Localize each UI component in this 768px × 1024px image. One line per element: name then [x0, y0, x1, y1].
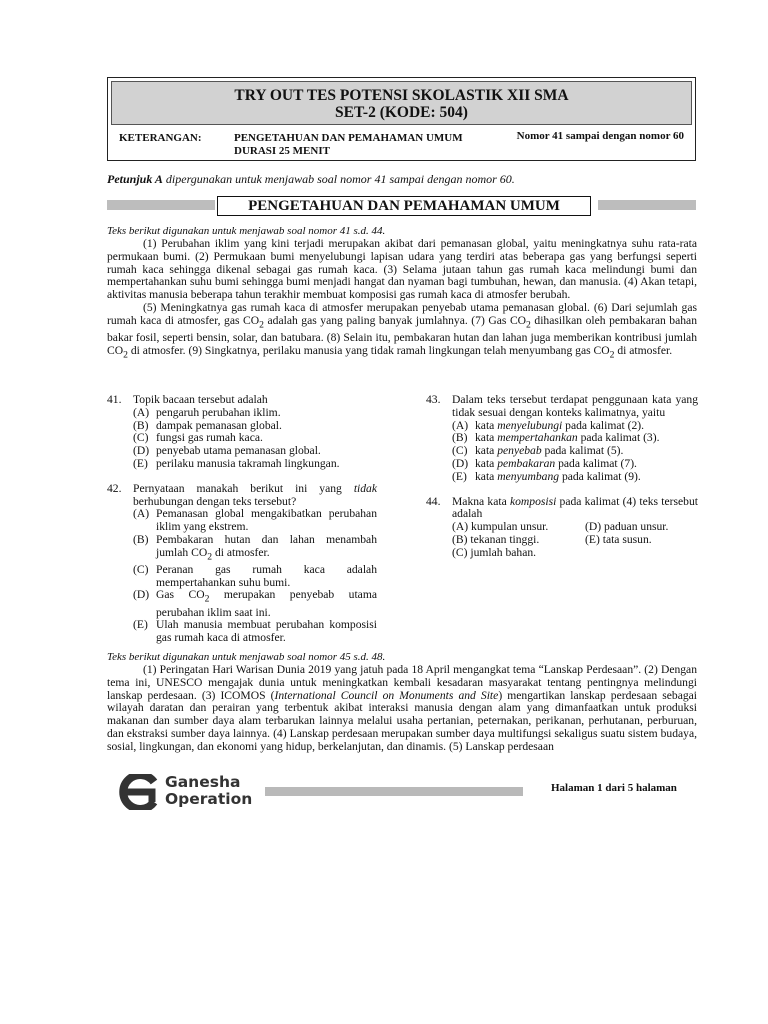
- option-text: Ulah manusia membuat perubahan komposisi gas rumah kaca di atmosfer.: [156, 618, 377, 645]
- p2-part: di atmosfer. (9) Singkatnya, perilaku manusia yang tidak ramah lingkungan telah menyumbang gas CO: [127, 343, 610, 357]
- option-text-part: kata: [475, 456, 498, 470]
- option-label: (D): [133, 444, 150, 458]
- ganesha-logo-icon: [108, 774, 158, 810]
- option-e[interactable]: [133, 458, 377, 471]
- option-word: menyelubungi: [497, 418, 563, 432]
- subscript: 2: [526, 319, 531, 331]
- option-text: [156, 589, 377, 619]
- subject-name: PENGETAHUAN DAN PEMAHAMAN UMUM: [234, 132, 463, 144]
- passage2: [107, 664, 697, 754]
- option-label: (E): [133, 618, 148, 632]
- subject-info: [234, 132, 463, 158]
- section-bar-right: [598, 200, 696, 210]
- option-e[interactable]: [133, 619, 377, 645]
- stem-part: berhubungan dengan teks tersebut?: [133, 494, 297, 508]
- option-text-part: Gas CO: [156, 588, 205, 602]
- option-text: paduan unsur.: [604, 520, 669, 534]
- option-text-part: kata: [475, 444, 498, 458]
- option-label: (E): [585, 533, 600, 547]
- option-text-part: pada kalimat (7).: [555, 456, 637, 470]
- option-e[interactable]: [452, 471, 698, 484]
- passage1: [107, 238, 697, 362]
- option-text: [475, 471, 698, 484]
- question-stem: Topik bacaan tersebut adalah: [133, 393, 268, 406]
- option-text: dampak pemanasan global.: [156, 418, 282, 432]
- duration: DURASI 25 MENIT: [234, 145, 330, 157]
- option-label: (A): [133, 507, 150, 521]
- question-stem: [133, 483, 377, 509]
- option-label: (D): [452, 456, 469, 470]
- option-b[interactable]: [133, 534, 377, 564]
- instruction-text: dipergunakan untuk menjawab soal nomor 41 sampai dengan nomor 60.: [162, 172, 515, 186]
- option-text-part: di atmosfer.: [212, 545, 270, 559]
- option-text: penyebab utama pemanasan global.: [156, 444, 321, 458]
- option-text-part: kata: [475, 469, 498, 483]
- option-text: perilaku manusia takramah lingkungan.: [156, 456, 340, 470]
- option-label: (C): [452, 444, 468, 458]
- option-word: mempertahankan: [497, 431, 578, 445]
- option-text-part: kata: [475, 418, 498, 432]
- subscript: 2: [204, 593, 210, 605]
- option-text-part: pada kalimat (5).: [541, 444, 624, 458]
- option-d[interactable]: [133, 589, 377, 619]
- option-word: penyebab: [497, 444, 542, 458]
- option-text: tata susun.: [602, 533, 652, 547]
- option-text: pengaruh perubahan iklim.: [156, 405, 281, 419]
- question-42: [107, 483, 377, 645]
- option-word: menyumbang: [497, 469, 560, 483]
- option-label: (B): [452, 533, 468, 547]
- question-43: [426, 394, 698, 484]
- option-label: (E): [133, 456, 148, 470]
- option-label: (D): [133, 588, 150, 602]
- option-label: (E): [452, 469, 467, 483]
- option-a[interactable]: [133, 508, 377, 534]
- question-number: 42.: [107, 481, 122, 495]
- option-text-part: Pembakaran hutan dan lahan menambah jumlah CO: [156, 532, 377, 559]
- option-label: (B): [452, 431, 468, 445]
- passage1-intro: Teks berikut digunakan untuk menjawab soal nomor 41 s.d. 44.: [107, 225, 386, 237]
- passage1-paragraph1: (1) Perubahan iklim yang kini terjadi merupakan akibat dari pemanasan global, yaitu meningkatnya suhu rata-rata permukaan bumi. (2) Permukaan bumi menyelubungi lapisan udara yang terdiri atas beberapa gas yang berfungsi seperti rumah kaca sehingga dikenal sebagai gas rumah kaca. (3) Selama jutaan tahun gas rumah kaca melindungi bumi dan mempertahankan suhu bumi sehingga bumi menjadi hangat dan nyaman bagi tumbuhan, hewan, dan manusia. (4) Akan tetapi, aktivitas manusia beberapa tahun terakhir membuat komposisi gas rumah kaca di atmosfer berubah.: [107, 237, 697, 302]
- stem-part: pada kalimat (4) teks tersebut adalah: [452, 494, 698, 521]
- option-label: (C): [133, 431, 149, 445]
- questions-right-column: [426, 394, 698, 568]
- passage2-paragraph1: [107, 664, 697, 754]
- subscript: 2: [123, 349, 128, 360]
- stem-emphasis: komposisi: [509, 494, 557, 508]
- p-part: ) mengartikan lanskap perdesaan sebagai wilayah daratan dan perairan yang terbentuk akibat interaksi manusia dengan alam yang dimanfaatkan untuk produksi makanan dan sumber daya alam terbarukan lainnya melalui usaha pertanian, peternakan, perikanan, perhutanan, perburuan, dan ekstraksi sumber daya lainnya. (4) Lanskap perdesaan merupakan sumber daya multifungsi sekaligus suatu sistem budaya, sosial, lingkungan, dan ekonomi yang hidup, berkelanjutan, dan dinamis. (5) Lanskap perdesaan: [107, 688, 697, 753]
- passage1-paragraph2: [107, 302, 697, 362]
- page-number: Halaman 1 dari 5 halaman: [551, 782, 677, 794]
- option-text-part: pada kalimat (2).: [562, 418, 645, 432]
- question-range: Nomor 41 sampai dengan nomor 60: [516, 130, 684, 142]
- subscript: 2: [259, 319, 264, 331]
- exam-set-code: SET-2 (KODE: 504): [335, 104, 468, 121]
- option-text: jumlah bahan.: [470, 546, 537, 560]
- section-bar-left: [107, 200, 215, 210]
- question-44: [426, 496, 698, 561]
- brand-name: [165, 774, 252, 808]
- p2-part: di atmosfer.: [614, 343, 673, 357]
- question-number: 41.: [107, 393, 122, 406]
- brand-line1: Ganesha: [165, 773, 241, 791]
- header-title-block: [111, 81, 692, 125]
- exam-title: TRY OUT TES POTENSI SKOLASTIK XII SMA: [234, 87, 569, 104]
- option-text-part: pada kalimat (3).: [577, 431, 660, 445]
- option-c[interactable]: [452, 547, 536, 560]
- option-label: (B): [133, 532, 149, 546]
- instruction-label: Petunjuk A: [107, 172, 163, 186]
- option-c[interactable]: [133, 564, 377, 590]
- question-number: 44.: [426, 494, 441, 508]
- option-text: kumpulan unsur.: [471, 520, 549, 534]
- option-label: (A): [133, 405, 150, 419]
- brand-line2: Operation: [165, 790, 253, 808]
- option-text-part: pada kalimat (9).: [559, 469, 641, 483]
- option-label: (A): [452, 520, 469, 534]
- question-41: [107, 394, 377, 471]
- option-e[interactable]: [585, 534, 652, 547]
- p-part: (1) Peringatan Hari Warisan Dunia 2019 yang jatuh pada 18 April mengangkat tema “Lanskap Perdesaan”. (2) Dengan tema ini, UNESCO mengajak dunia untuk meningkatkan kembali kesadaran masyarakat tentang pentingnya melindungi lanskap perdesaan. (3) ICOMOS (: [107, 663, 697, 702]
- option-text: Peranan gas rumah kaca adalah mempertahankan suhu bumi.: [156, 562, 377, 589]
- keterangan-label: KETERANGAN:: [119, 132, 202, 144]
- questions-left-column: [107, 394, 377, 653]
- option-word: pembakaran: [497, 456, 556, 470]
- passage2-intro: Teks berikut digunakan untuk menjawab soal nomor 45 s.d. 48.: [107, 651, 386, 663]
- header-info: [111, 128, 692, 157]
- question-number: 43.: [426, 393, 441, 406]
- stem-part: Makna kata: [452, 494, 510, 508]
- option-a[interactable]: [133, 407, 377, 420]
- p2-part: adalah gas yang paling banyak jumlahnya. (7) Gas CO: [263, 313, 527, 327]
- option-label: (A): [452, 418, 469, 432]
- option-label: (C): [133, 562, 149, 576]
- stem-part: Pernyataan manakah berikut ini yang: [133, 481, 354, 495]
- p2-part: dihasilkan oleh pembakaran bahan bakar fosil, seperti bensin, solar, dan batubara. (8) Selain itu, pembakaran hutan dan lahan juga memberikan kontribusi jumlah CO: [107, 313, 697, 357]
- option-text: fungsi gas rumah kaca.: [156, 431, 263, 445]
- p-emphasis: International Council on Monuments and Site: [274, 688, 499, 702]
- option-row: [452, 547, 698, 560]
- option-a[interactable]: [452, 521, 548, 534]
- stem-emphasis: tidak: [353, 481, 377, 495]
- option-label: (D): [585, 520, 602, 534]
- option-text-part: merupakan penyebab utama perubahan iklim saat ini.: [156, 588, 377, 619]
- option-b[interactable]: [452, 534, 539, 547]
- instruction: [107, 172, 515, 187]
- question-stem: [452, 496, 698, 522]
- option-label: (C): [452, 546, 468, 560]
- option-text: tekanan tinggi.: [470, 533, 540, 547]
- option-text: [156, 534, 377, 564]
- subscript: 2: [609, 349, 615, 360]
- footer-bar: [265, 787, 523, 796]
- section-title: PENGETAHUAN DAN PEMAHAMAN UMUM: [217, 196, 591, 216]
- option-d[interactable]: [585, 521, 668, 534]
- option-text-part: kata: [475, 431, 498, 445]
- question-stem: Dalam teks tersebut terdapat penggunaan kata yang tidak sesuai dengan konteks kalimatnya, yaitu: [452, 393, 698, 419]
- p2-part: (5) Meningkatnya gas rumah kaca di atmosfer merupakan penyebab utama pemanasan global. (6) Dari sejumlah gas rumah kaca di atmosfer, gas CO: [107, 300, 697, 327]
- option-label: (B): [133, 418, 149, 432]
- option-text: Pemanasan global mengakibatkan perubahan iklim yang ekstrem.: [156, 507, 377, 534]
- subscript: 2: [207, 551, 213, 563]
- exam-header: [107, 77, 696, 161]
